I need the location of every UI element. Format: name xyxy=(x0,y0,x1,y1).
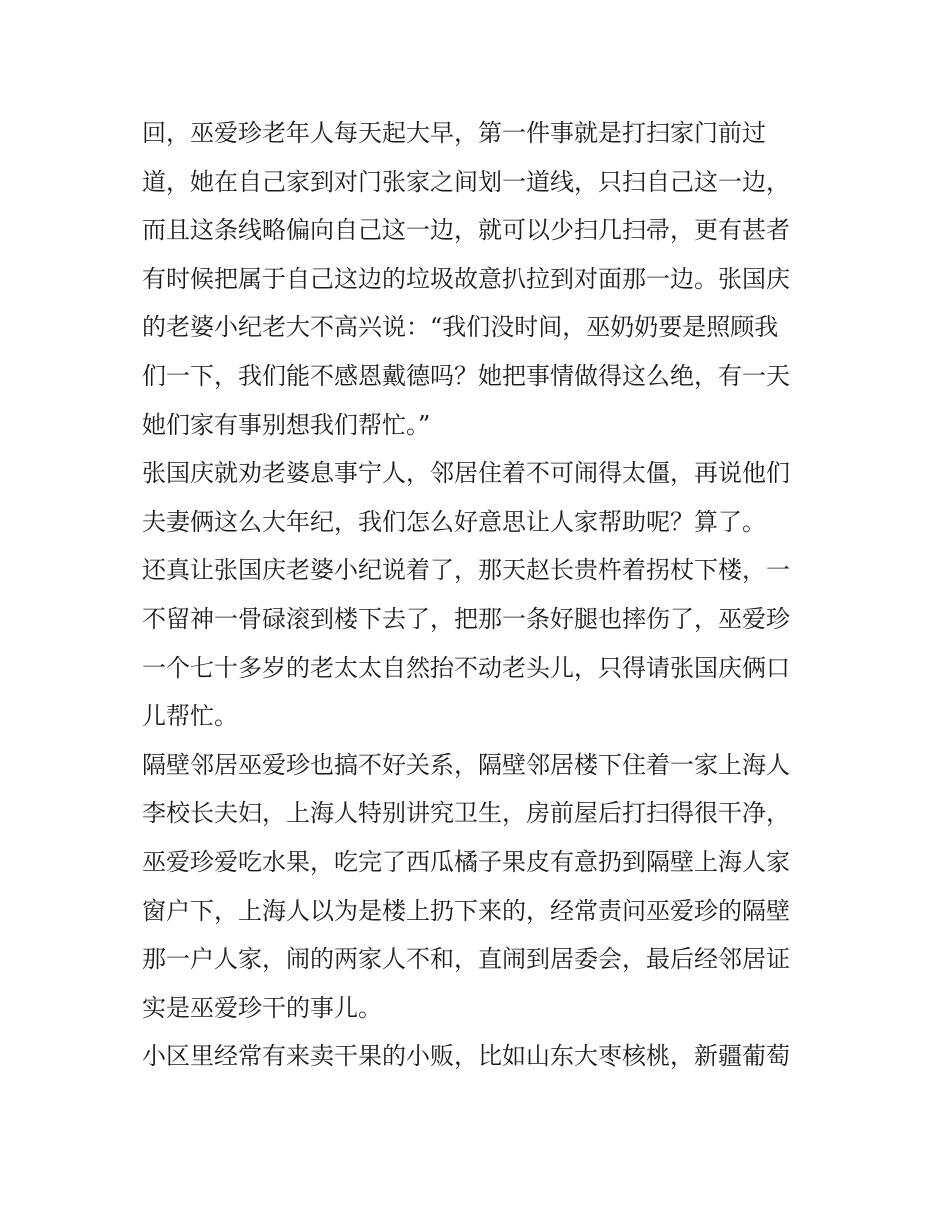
text-line: 的老婆小纪老大不高兴说：“我们没时间，巫奶奶要是照顾我 xyxy=(142,313,779,342)
text-line: 道，她在自己家到对门张家之间划一道线，只扫自己这一边， xyxy=(142,167,790,196)
text-line: 那一户人家，闹的两家人不和，直闹到居委会，最后经邻居证 xyxy=(142,945,790,974)
text-line: 儿帮忙。 xyxy=(142,702,238,731)
text-line: 回，巫爱珍老年人每天起大早，第一件事就是打扫家门前过 xyxy=(142,119,766,147)
text-line: 还真让张国庆老婆小纪说着了，那天赵长贵杵着拐杖下楼，一 xyxy=(142,556,790,585)
text-line: 有时候把属于自己这边的垃圾故意扒拉到对面那一边。张国庆 xyxy=(142,264,790,293)
text-line: 一个七十多岁的老太太自然抬不动老头儿，只得请张国庆俩口 xyxy=(142,653,790,682)
text-line: 隔壁邻居巫爱珍也搞不好关系，隔壁邻居楼下住着一家上海人 xyxy=(142,750,790,779)
document-body xyxy=(142,109,816,1081)
text-line: 李校长夫妇，上海人特别讲究卫生，房前屋后打扫得很干净， xyxy=(142,799,790,828)
text-line: 小区里经常有来卖干果的小贩，比如山东大枣核桃，新疆葡萄 xyxy=(142,1042,790,1071)
text-line: 不留神一骨碌滚到楼下去了，把那一条好腿也摔伤了，巫爱珍 xyxy=(142,604,790,633)
text-line: 巫爱珍爱吃水果，吃完了西瓜橘子果皮有意扔到隔壁上海人家 xyxy=(142,847,790,876)
text-line: 实是巫爱珍干的事儿。 xyxy=(142,993,382,1022)
text-line: 夫妻俩这么大年纪，我们怎么好意思让人家帮助呢？算了。 xyxy=(142,507,766,536)
text-line: 她们家有事别想我们帮忙。” xyxy=(142,410,431,439)
text-line: 窗户下，上海人以为是楼上扔下来的，经常责问巫爱珍的隔壁 xyxy=(142,896,790,925)
text-line: 而且这条线略偏向自己这一边，就可以少扫几扫帚，更有甚者 xyxy=(142,216,790,245)
text-line: 们一下，我们能不感恩戴德吗？她把事情做得这么绝，有一天 xyxy=(142,361,790,390)
text-line: 张国庆就劝老婆息事宁人，邻居住着不可闹得太僵，再说他们 xyxy=(142,459,790,488)
